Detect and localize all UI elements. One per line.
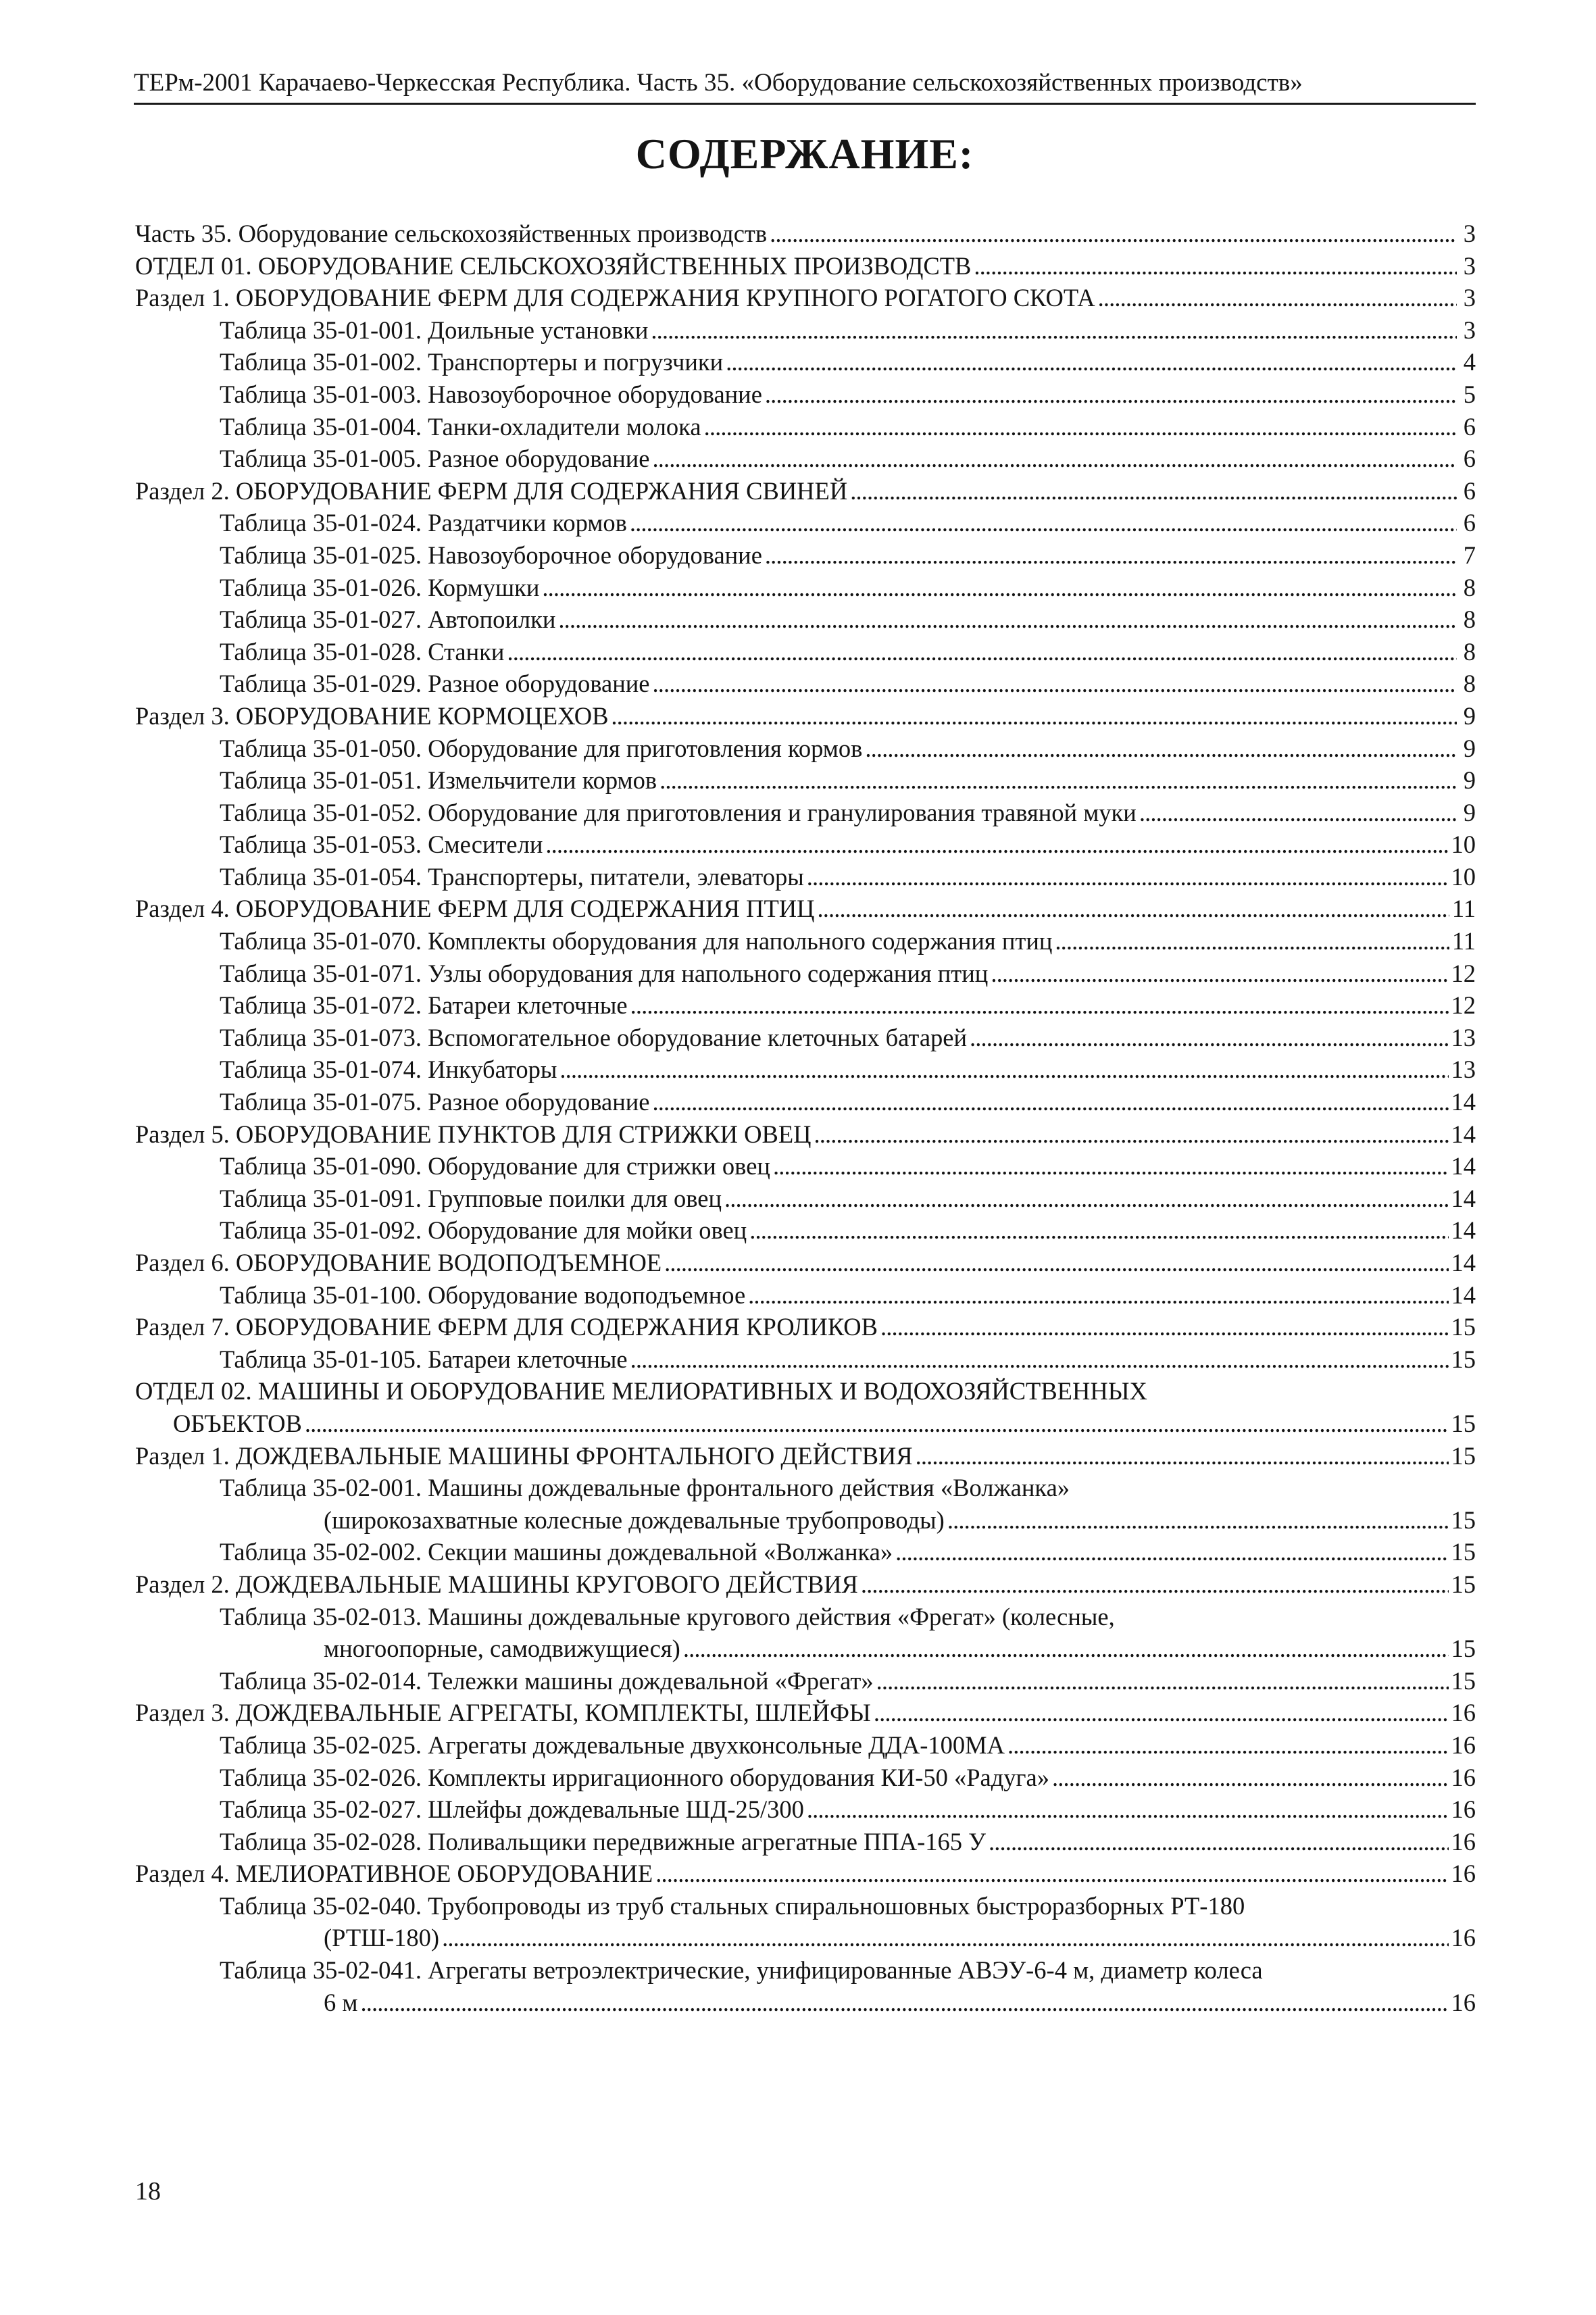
toc-entry	[135, 1118, 1476, 1151]
page-title: СОДЕРЖАНИЕ:	[635, 130, 974, 178]
running-header: ТЕРм-2001 Карачаево-Черкесская Республика. Часть 35. «Оборудование сельскохозяйственных производств»	[134, 69, 1303, 97]
toc-entry	[135, 572, 1476, 604]
toc-entry	[135, 797, 1476, 829]
toc-entry-title: Таблица 35-01-025. Навозоуборочное оборудование	[220, 541, 762, 569]
toc-entry	[135, 957, 1476, 990]
toc-entry	[135, 1568, 1476, 1601]
toc-entry-title: Таблица 35-01-054. Транспортеры, питатели, элеваторы	[220, 862, 804, 891]
toc-page-number: 9	[1463, 734, 1476, 762]
toc-page-number: 11	[1451, 927, 1476, 955]
dot-leader	[442, 1922, 1448, 1954]
toc-page-number: 15	[1451, 1505, 1476, 1534]
toc-page-number: 8	[1463, 670, 1476, 698]
dot-leader	[630, 989, 1449, 1022]
toc-page-number: 11	[1451, 895, 1476, 923]
toc-entry	[135, 282, 1476, 314]
dot-leader	[559, 1053, 1448, 1086]
toc-page-number: 14	[1451, 1280, 1476, 1309]
toc-entry-title: Таблица 35-02-027. Шлейфы дождевальные ШД-25/300	[220, 1795, 804, 1824]
toc-entry	[135, 1954, 1476, 2018]
toc-page-number: 16	[1451, 1988, 1476, 2016]
toc-entry-title: Раздел 3. ОБОРУДОВАНИЕ КОРМОЦЕХОВ	[135, 701, 609, 730]
toc-page-number: 16	[1451, 1699, 1476, 1727]
toc-entry	[135, 1440, 1476, 1472]
toc-entry-title: Таблица 35-01-024. Раздатчики кормов	[220, 509, 627, 537]
dot-leader	[1098, 282, 1457, 314]
toc-page-number: 15	[1451, 1666, 1476, 1695]
toc-entry	[135, 603, 1476, 636]
dot-leader	[360, 1987, 1448, 2019]
toc-page-number: 14	[1451, 1249, 1476, 1276]
toc-entry-title: Раздел 1. ОБОРУДОВАНИЕ ФЕРМ ДЛЯ СОДЕРЖАНИЯ КРУПНОГО РОГАТОГО СКОТА	[135, 284, 1095, 312]
dot-leader	[652, 443, 1457, 475]
toc-page-number: 7	[1463, 541, 1476, 569]
dot-leader	[630, 507, 1457, 539]
dot-leader	[970, 1022, 1448, 1054]
toc-entry	[135, 1793, 1476, 1826]
toc-entry-title: Раздел 7. ОБОРУДОВАНИЕ ФЕРМ ДЛЯ СОДЕРЖАНИЯ КРОЛИКОВ	[135, 1313, 878, 1341]
toc-entry-title: Раздел 5. ОБОРУДОВАНИЕ ПУНКТОВ ДЛЯ СТРИЖКИ ОВЕЦ	[135, 1120, 812, 1148]
toc-entry	[135, 828, 1476, 861]
dot-leader	[659, 764, 1457, 797]
toc-page-number: 16	[1451, 1924, 1476, 1952]
toc-page-number: 8	[1463, 573, 1476, 601]
toc-page-number: 16	[1451, 1731, 1476, 1759]
toc-entry	[135, 989, 1476, 1022]
toc-entry	[135, 346, 1476, 378]
dot-leader	[974, 250, 1457, 282]
toc-entry-title: многоопорные, самодвижущиеся)	[324, 1635, 680, 1663]
toc-entry-title: Таблица 35-01-005. Разное оборудование	[220, 445, 650, 473]
dot-leader	[1055, 925, 1449, 957]
toc-entry-title: Таблица 35-01-029. Разное оборудование	[220, 670, 650, 698]
dot-leader	[652, 1086, 1448, 1118]
toc-entry	[135, 668, 1476, 700]
toc-page-number: 12	[1451, 959, 1476, 987]
table-of-contents	[135, 218, 1476, 2018]
toc-entry-title: Таблица 35-01-071. Узлы оборудования для напольного содержания птиц	[220, 959, 989, 987]
dot-leader	[765, 378, 1457, 411]
dot-leader	[630, 1343, 1449, 1376]
toc-entry	[135, 1086, 1476, 1118]
toc-page-number: 15	[1451, 1345, 1476, 1373]
toc-entry	[135, 1022, 1476, 1054]
toc-page-number: 13	[1451, 1055, 1476, 1084]
dot-leader	[850, 475, 1457, 507]
dot-leader	[704, 411, 1457, 443]
toc-entry	[135, 1858, 1476, 1890]
toc-entry-title: (РТШ-180)	[324, 1924, 440, 1952]
toc-entry	[135, 1472, 1476, 1536]
page-number: 18	[135, 2177, 161, 2206]
toc-entry-title: Таблица 35-01-073. Вспомогательное оборудование клеточных батарей	[220, 1023, 968, 1051]
toc-entry-title: Таблица 35-01-028. Станки	[220, 637, 505, 666]
header-rule	[134, 103, 1476, 105]
toc-entry-title: 6 м	[324, 1988, 358, 2016]
toc-page-number: 15	[1451, 1570, 1476, 1598]
toc-entry	[135, 314, 1476, 347]
toc-entry-title: Раздел 4. ОБОРУДОВАНИЕ ФЕРМ ДЛЯ СОДЕРЖАНИЯ ПТИЦ	[135, 895, 815, 923]
toc-entry-title: Таблица 35-02-026. Комплекты ирригационного оборудования КИ-50 «Радуга»	[220, 1763, 1049, 1791]
dot-leader	[683, 1633, 1449, 1665]
dot-leader	[655, 1858, 1448, 1890]
toc-page-number: 6	[1463, 509, 1476, 537]
toc-entry-title: Таблица 35-01-092. Оборудование для мойки овец	[220, 1216, 747, 1245]
toc-entry-title: Таблица 35-01-072. Батареи клеточные	[220, 991, 628, 1020]
dot-leader	[507, 636, 1457, 668]
toc-entry-title: Таблица 35-01-075. Разное оборудование	[220, 1088, 650, 1116]
toc-page-number: 8	[1463, 605, 1476, 634]
toc-page-number: 5	[1463, 380, 1476, 408]
toc-entry	[135, 925, 1476, 957]
dot-leader	[748, 1279, 1448, 1312]
toc-entry	[135, 1601, 1476, 1665]
toc-entry	[135, 1053, 1476, 1086]
dot-leader	[542, 572, 1457, 604]
toc-page-number: 16	[1451, 1763, 1476, 1791]
toc-page-number: 3	[1463, 220, 1476, 247]
dot-leader	[818, 893, 1449, 925]
toc-entry	[135, 539, 1476, 572]
toc-entry-title: Таблица 35-02-040. Трубопроводы из труб стальных спиральношовных быстроразборных РТ-180	[220, 1891, 1245, 1920]
toc-entry	[135, 250, 1476, 282]
toc-entry	[135, 893, 1476, 925]
dot-leader	[991, 957, 1448, 990]
toc-page-number: 10	[1451, 830, 1476, 859]
dot-leader	[305, 1408, 1449, 1440]
dot-leader	[558, 603, 1457, 636]
toc-entry-title: Таблица 35-02-013. Машины дождевальные кругового действия «Фрегат» (колесные,	[220, 1602, 1115, 1631]
toc-page-number: 9	[1463, 701, 1476, 730]
dot-leader	[880, 1311, 1448, 1343]
dot-leader	[726, 346, 1457, 378]
toc-entry-title: Раздел 4. МЕЛИОРАТИВНОЕ ОБОРУДОВАНИЕ	[135, 1860, 653, 1888]
toc-entry-title: Таблица 35-01-105. Батареи клеточные	[220, 1345, 628, 1373]
toc-page-number: 15	[1451, 1313, 1476, 1341]
toc-entry-title: Таблица 35-02-002. Секции машины дождевальной «Волжанка»	[220, 1538, 893, 1566]
toc-entry-title: Таблица 35-01-027. Автопоилки	[220, 605, 556, 634]
toc-page-number: 13	[1451, 1023, 1476, 1051]
toc-page-number: 12	[1451, 991, 1476, 1020]
toc-entry	[135, 1890, 1476, 1954]
toc-entry-title: Таблица 35-01-050. Оборудование для приготовления кормов	[220, 734, 863, 762]
toc-page-number: 3	[1463, 284, 1476, 312]
dot-leader	[749, 1214, 1448, 1247]
toc-entry	[135, 1375, 1476, 1439]
toc-entry-title: Таблица 35-01-070. Комплекты оборудования для напольного содержания птиц	[220, 927, 1053, 955]
toc-page-number: 4	[1463, 348, 1476, 376]
toc-page-number: 14	[1451, 1152, 1476, 1180]
toc-entry-title: ОБЪЕКТОВ	[173, 1409, 302, 1437]
toc-page-number: 16	[1451, 1827, 1476, 1856]
dot-leader	[807, 1793, 1449, 1826]
toc-page-number: 3	[1463, 316, 1476, 344]
toc-entry	[135, 1729, 1476, 1762]
toc-entry-title: ОТДЕЛ 01. ОБОРУДОВАНИЕ СЕЛЬСКОХОЗЯЙСТВЕННЫХ ПРОИЗВОДСТВ	[135, 251, 972, 280]
dot-leader	[895, 1536, 1448, 1568]
dot-leader	[652, 668, 1457, 700]
toc-entry-title: ОТДЕЛ 02. МАШИНЫ И ОБОРУДОВАНИЕ МЕЛИОРАТИВНЫХ И ВОДОХОЗЯЙСТВЕННЫХ	[135, 1377, 1147, 1405]
toc-page-number: 9	[1463, 766, 1476, 795]
toc-entry	[135, 1311, 1476, 1343]
toc-entry-title: Таблица 35-01-052. Оборудование для приготовления и гранулирования травяной муки	[220, 798, 1137, 826]
toc-entry-title: Таблица 35-01-001. Доильные установки	[220, 316, 649, 344]
toc-entry-title: Таблица 35-01-091. Групповые поилки для овец	[220, 1184, 722, 1212]
toc-page-number: 15	[1451, 1538, 1476, 1566]
dot-leader	[1052, 1762, 1449, 1794]
dot-leader	[865, 732, 1457, 765]
dot-leader	[947, 1504, 1449, 1537]
toc-page-number: 6	[1463, 412, 1476, 441]
toc-entry	[135, 700, 1476, 732]
toc-entry-title: Таблица 35-01-051. Измельчители кормов	[220, 766, 657, 795]
dot-leader	[770, 218, 1457, 250]
toc-entry-title: (широкозахватные колесные дождевальные трубопроводы)	[324, 1505, 945, 1534]
dot-leader	[545, 828, 1448, 861]
toc-page-number: 10	[1451, 862, 1476, 891]
toc-entry-title: Таблица 35-01-026. Кормушки	[220, 573, 540, 601]
toc-entry-title: Часть 35. Оборудование сельскохозяйственных производств	[135, 220, 768, 247]
toc-entry	[135, 1150, 1476, 1183]
dot-leader	[814, 1118, 1449, 1151]
toc-entry-title: Раздел 2. ДОЖДЕВАЛЬНЫЕ МАШИНЫ КРУГОВОГО ДЕЙСТВИЯ	[135, 1570, 858, 1598]
dot-leader	[773, 1150, 1449, 1183]
toc-entry-title: Таблица 35-01-090. Оборудование для стрижки овец	[220, 1152, 770, 1180]
toc-entry-title: Таблица 35-02-025. Агрегаты дождевальные двухконсольные ДДА-100МА	[220, 1731, 1005, 1759]
dot-leader	[724, 1183, 1448, 1215]
toc-page-number: 8	[1463, 637, 1476, 666]
dot-leader	[1139, 797, 1457, 829]
toc-entry	[135, 1762, 1476, 1794]
dot-leader	[876, 1665, 1449, 1697]
toc-entry-title: Раздел 2. ОБОРУДОВАНИЕ ФЕРМ ДЛЯ СОДЕРЖАНИЯ СВИНЕЙ	[135, 476, 848, 505]
toc-page-number: 15	[1451, 1441, 1476, 1470]
toc-entry	[135, 411, 1476, 443]
toc-entry-title: Раздел 3. ДОЖДЕВАЛЬНЫЕ АГРЕГАТЫ, КОМПЛЕКТЫ, ШЛЕЙФЫ	[135, 1699, 871, 1727]
toc-entry	[135, 636, 1476, 668]
toc-entry	[135, 1697, 1476, 1729]
toc-entry-title: Таблица 35-01-074. Инкубаторы	[220, 1055, 557, 1084]
toc-entry-title: Таблица 35-01-002. Транспортеры и погрузчики	[220, 348, 724, 376]
toc-page-number: 15	[1451, 1409, 1476, 1437]
toc-entry-title: Таблица 35-02-041. Агрегаты ветроэлектрические, унифицированные АВЭУ-6-4 м, диаметр колеса	[220, 1956, 1263, 1985]
toc-entry	[135, 507, 1476, 539]
toc-entry	[135, 443, 1476, 475]
dot-leader	[651, 314, 1457, 347]
dot-leader	[861, 1568, 1449, 1601]
toc-page-number: 6	[1463, 445, 1476, 473]
toc-entry	[135, 1214, 1476, 1247]
toc-entry-title: Таблица 35-01-100. Оборудование водоподъемное	[220, 1280, 746, 1309]
toc-entry-title: Таблица 35-01-003. Навозоуборочное оборудование	[220, 380, 762, 408]
toc-page-number: 9	[1463, 798, 1476, 826]
dot-leader	[611, 700, 1457, 732]
toc-entry-title: Таблица 35-01-004. Танки-охладители молока	[220, 412, 701, 441]
toc-page-number: 6	[1463, 476, 1476, 505]
toc-entry	[135, 861, 1476, 893]
toc-page-number: 16	[1451, 1795, 1476, 1824]
toc-entry	[135, 732, 1476, 765]
toc-page-number: 14	[1451, 1184, 1476, 1212]
toc-page-number: 14	[1451, 1088, 1476, 1116]
toc-entry	[135, 1279, 1476, 1312]
toc-entry	[135, 1665, 1476, 1697]
dot-leader	[989, 1826, 1449, 1858]
toc-page-number: 16	[1451, 1860, 1476, 1888]
toc-entry	[135, 1183, 1476, 1215]
toc-entry	[135, 475, 1476, 507]
toc-entry-title: Раздел 1. ДОЖДЕВАЛЬНЫЕ МАШИНЫ ФРОНТАЛЬНОГО ДЕЙСТВИЯ	[135, 1441, 913, 1470]
toc-entry	[135, 1343, 1476, 1376]
toc-entry-title: Таблица 35-01-053. Смесители	[220, 830, 543, 859]
toc-entry	[135, 378, 1476, 411]
toc-page-number: 15	[1451, 1635, 1476, 1663]
dot-leader	[916, 1440, 1449, 1472]
toc-page-number: 14	[1451, 1120, 1476, 1148]
toc-entry-title: Раздел 6. ОБОРУДОВАНИЕ ВОДОПОДЪЕМНОЕ	[135, 1249, 662, 1276]
toc-page-number: 3	[1463, 251, 1476, 280]
dot-leader	[807, 861, 1449, 893]
toc-entry-title: Таблица 35-02-001. Машины дождевальные фронтального действия «Волжанка»	[220, 1474, 1070, 1502]
toc-entry	[135, 1536, 1476, 1568]
toc-entry	[135, 1826, 1476, 1858]
dot-leader	[765, 539, 1457, 572]
toc-entry	[135, 1247, 1476, 1279]
dot-leader	[664, 1247, 1448, 1279]
toc-entry-title: Таблица 35-02-014. Тележки машины дождевальной «Фрегат»	[220, 1666, 874, 1695]
dot-leader	[1007, 1729, 1449, 1762]
toc-page-number: 14	[1451, 1216, 1476, 1245]
toc-entry	[135, 218, 1476, 250]
dot-leader	[874, 1697, 1449, 1729]
toc-entry	[135, 764, 1476, 797]
toc-entry-title: Таблица 35-02-028. Поливальщики передвижные агрегатные ППА-165 У	[220, 1827, 986, 1856]
